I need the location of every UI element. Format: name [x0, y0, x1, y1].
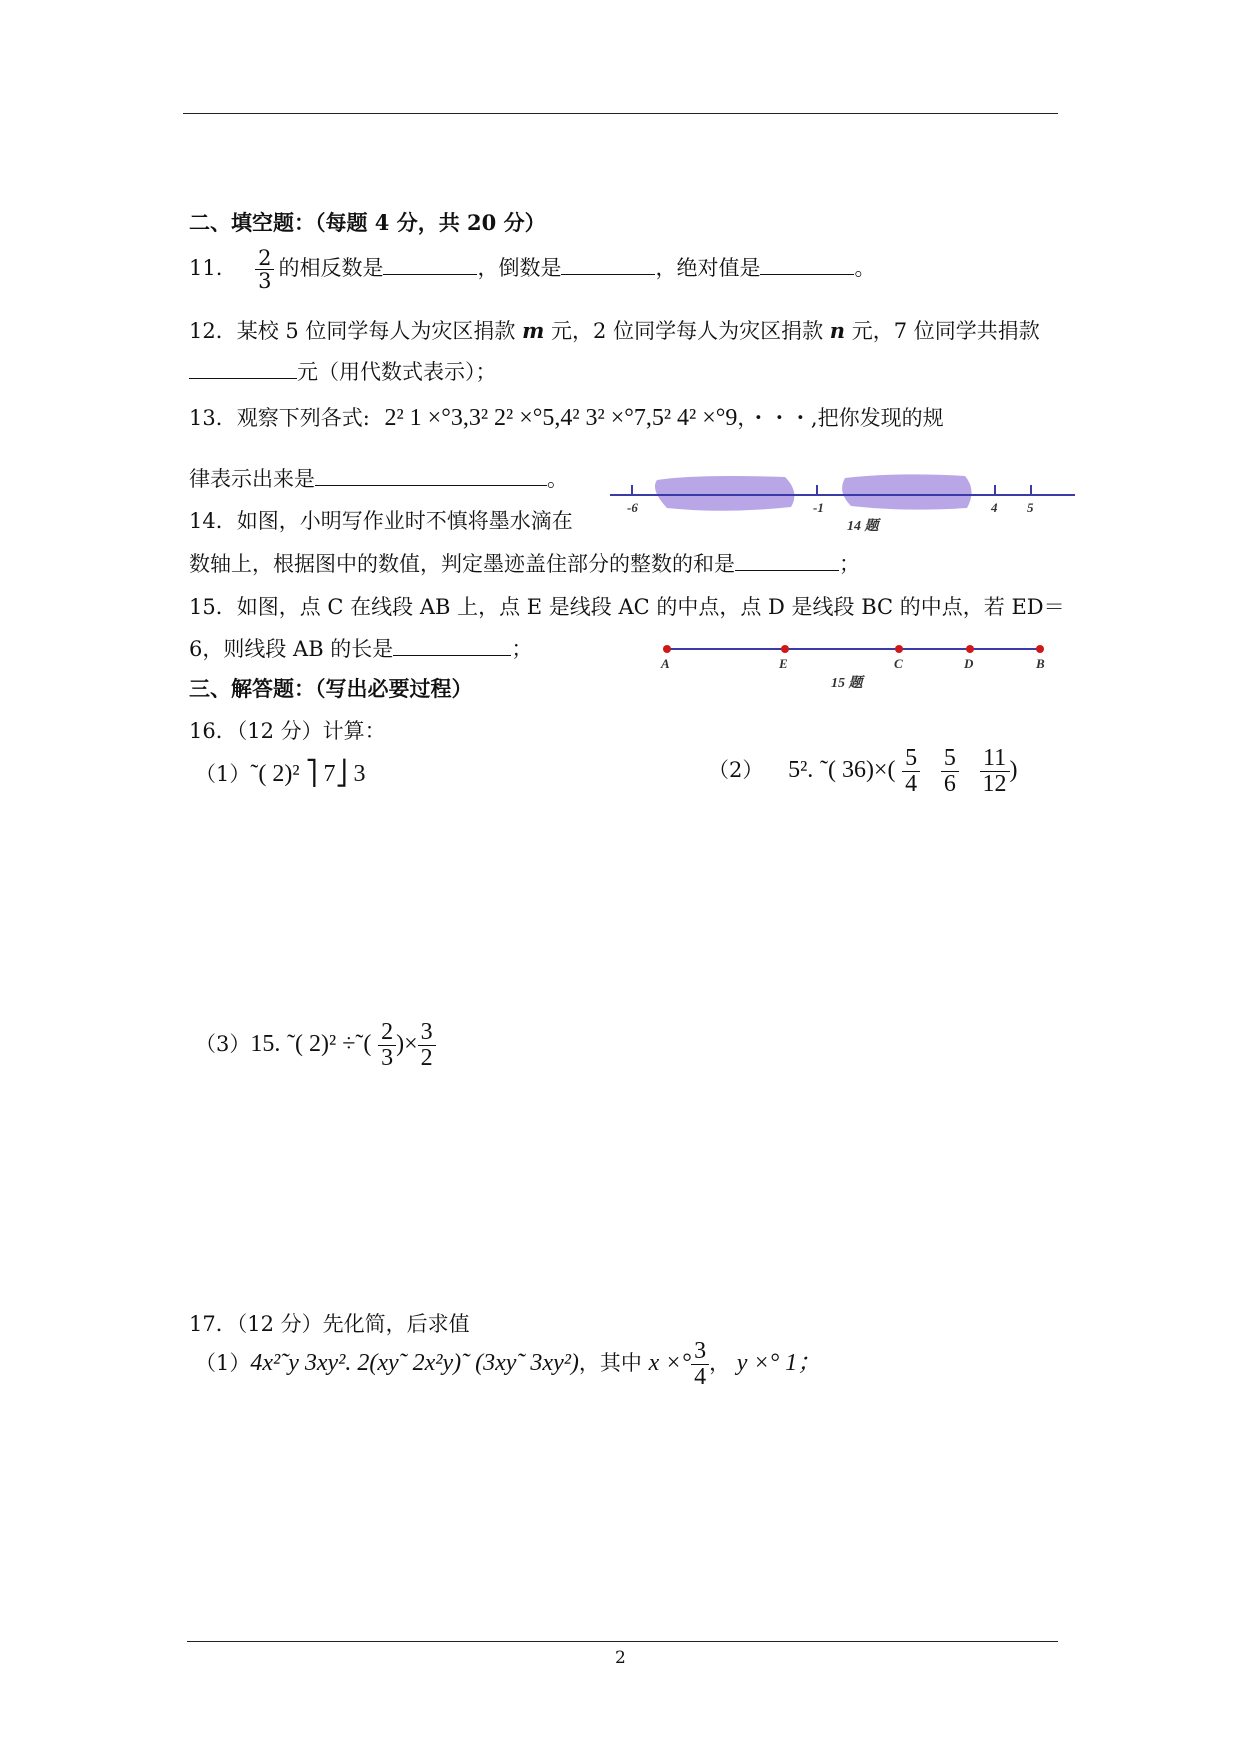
q16-p2-frac-2-num: 5 — [941, 746, 959, 772]
q16-p2-frac-1 — [902, 746, 920, 797]
q15-blank[interactable] — [393, 637, 511, 656]
q14-text-b: ； — [839, 552, 860, 576]
q17-p1-label: （1） — [195, 1351, 251, 1375]
tick-label-minus-1: -1 — [813, 500, 824, 515]
q13-formula: 2² 1 ×°3,3² 2² ×°5,4² 3² ×°7,5² 4² ×°9 — [384, 405, 738, 431]
question-16-part2 — [708, 742, 1018, 798]
q16-p1-expr: ˜( 2)² ⎤ 7⎦ 3 — [250, 761, 366, 787]
label-d: D — [964, 656, 974, 671]
q15-text-a: 6，则线段 AB 的长是 — [189, 637, 394, 661]
q17-p1-where: ，其中 — [578, 1351, 642, 1375]
q11-fraction — [255, 247, 274, 292]
point-b — [1036, 645, 1044, 653]
ink-blot-left — [655, 476, 794, 511]
header-rule — [183, 113, 1058, 114]
tick-label-5: 5 — [1027, 500, 1034, 515]
q17-comma: ， — [709, 1351, 731, 1375]
q13-text-a: 律表示出来是 — [189, 467, 315, 491]
q16-p2-frac-1-num: 5 — [902, 746, 920, 772]
q11-frac-num: 2 — [255, 247, 274, 270]
page-number: 2 — [615, 1648, 626, 1668]
label-c: C — [894, 656, 903, 671]
point-c — [895, 645, 903, 653]
q16-p1-label: （1） — [195, 762, 251, 786]
q13-dots: ，・・・ — [737, 406, 811, 430]
q16-p2-frac-3-num: 11 — [980, 746, 1010, 772]
q11-text-2: ，倒数是 — [477, 256, 562, 280]
question-17-part1 — [195, 1335, 821, 1391]
fig15-caption: 15 题 — [831, 676, 863, 691]
q16-p2-frac-2 — [941, 746, 959, 797]
section2-title: 二、填空题：（每题 4 分，共 20 分） — [189, 210, 546, 235]
q16-p3-frac-1 — [378, 1020, 396, 1071]
point-e — [781, 645, 789, 653]
tick-label-4: 4 — [991, 500, 998, 515]
q16-p2-frac-1-den: 4 — [905, 771, 918, 797]
q17-y-expr: y ×° 1； — [736, 1350, 822, 1376]
question-13-line1 — [189, 402, 944, 432]
question-12-line2 — [189, 356, 497, 386]
point-d — [966, 645, 974, 653]
q15-text-b: ； — [511, 637, 533, 661]
q16-p2-b: ˜( 36)×( — [819, 757, 896, 783]
q16-p2-frac-3-den: 12 — [982, 771, 1007, 797]
q16-p2-c: ) — [1009, 757, 1018, 783]
q16-p3-frac-1-den: 3 — [381, 1045, 394, 1071]
footer-rule — [187, 1641, 1058, 1642]
q12-var-n: n — [829, 318, 846, 343]
q16-p2-frac-3 — [980, 746, 1010, 797]
question-17-title: 17．（12 分）先化简，后求值 — [189, 1312, 470, 1336]
q16-p2-frac-2-den: 6 — [943, 771, 956, 797]
q12-text-c: 元，7 位同学共捐款 — [851, 319, 1040, 343]
q16-p3-frac-2-den: 2 — [420, 1045, 433, 1071]
section3-title: 三、解答题：（写出必要过程） — [189, 676, 473, 701]
q17-x-label: x ×° — [648, 1350, 692, 1376]
q12-blank[interactable] — [189, 360, 297, 379]
q17-x-frac-num: 3 — [691, 1339, 709, 1365]
q11-text-3: ，绝对值是 — [655, 256, 761, 280]
question-16-part3 — [195, 1016, 436, 1072]
q17-p1-expr: 4x²˜y 3xy². 2(xy˜ 2x²y)˜ (3xy˜ 3xy²) — [250, 1350, 579, 1376]
q11-number: 11. — [189, 256, 223, 280]
q16-p2-label: （2） — [708, 758, 764, 782]
question-15-line1: 15．如图，点 C 在线段 AB 上，点 E 是线段 AC 的中点，点 D 是线段 BC 的中点，若 ED＝ — [189, 595, 1065, 619]
question-15-line2 — [189, 633, 532, 663]
question-14-line1: 14．如图，小明写作业时不慎将墨水滴在 — [189, 509, 573, 533]
q14-text-a: 数轴上，根据图中的数值，判定墨迹盖住部分的整数的和是 — [189, 552, 735, 576]
q11-blank-2[interactable] — [561, 256, 655, 275]
q13-blank[interactable] — [315, 467, 547, 486]
q16-p2-a: 5². — [788, 757, 814, 783]
q16-p3-b: ˜( 2)² ÷˜( — [287, 1031, 372, 1057]
ink-blot-right — [842, 474, 971, 509]
label-a: A — [661, 656, 670, 671]
q11-blank-3[interactable] — [760, 256, 854, 275]
question-14-line2 — [189, 548, 860, 578]
q12-var-m: m — [522, 318, 545, 343]
q13-lead: 13．观察下列各式: — [189, 406, 370, 430]
q16-p3-frac-2-num: 3 — [418, 1020, 436, 1046]
question-13-line2 — [189, 463, 568, 493]
q16-p3-frac-2 — [418, 1020, 436, 1071]
q11-frac-den: 3 — [258, 269, 272, 293]
question-12-line1 — [189, 315, 1040, 345]
q13-text-b: 。 — [547, 467, 568, 491]
q14-number-line-figure — [605, 470, 1080, 540]
question-16-part1 — [195, 758, 366, 788]
q11-text-4: 。 — [854, 256, 876, 280]
q16-p3-frac-1-num: 2 — [378, 1020, 396, 1046]
label-b: B — [1036, 656, 1045, 671]
q13-tail: ,把你发现的规 — [810, 406, 944, 430]
label-e: E — [779, 656, 788, 671]
q12-text-line2: 元（用代数式表示）； — [297, 360, 497, 384]
q17-x-fraction — [691, 1339, 709, 1390]
fig14-caption: 14 题 — [847, 519, 879, 534]
q16-p3-label: （3） — [195, 1032, 251, 1056]
q15-segment-figure — [655, 638, 1055, 698]
q11-text-1: 的相反数是 — [278, 256, 384, 280]
q16-p3-c: )× — [396, 1031, 418, 1057]
q12-text-b: 元，2 位同学每人为灾区捐款 — [551, 319, 824, 343]
question-16-title: 16．（12 分）计算： — [189, 719, 386, 743]
point-a — [663, 645, 671, 653]
q14-blank[interactable] — [735, 552, 839, 571]
q17-x-frac-den: 4 — [694, 1364, 707, 1390]
tick-label-minus-6: -6 — [627, 500, 638, 515]
q12-text-a: 12．某校 5 位同学每人为灾区捐款 — [189, 319, 516, 343]
q16-p3-a: 15. — [250, 1031, 281, 1057]
question-11 — [189, 240, 875, 296]
q11-blank-1[interactable] — [383, 256, 477, 275]
